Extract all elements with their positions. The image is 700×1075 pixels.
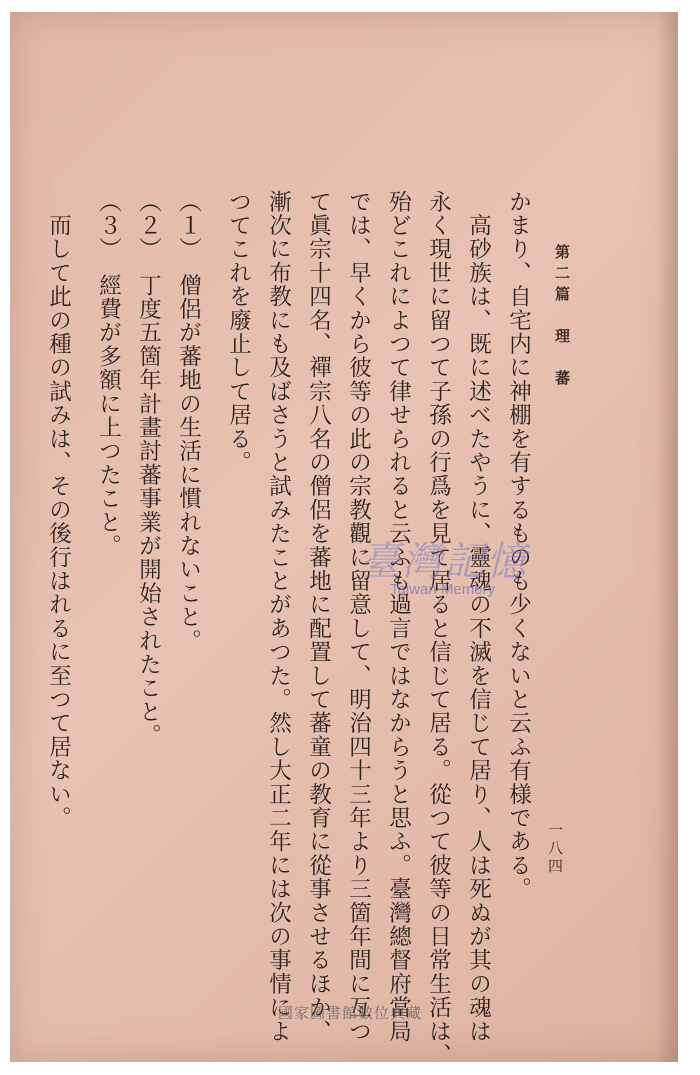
- book-page: [10, 12, 678, 1067]
- text-column-1: かまり、自宅内に神棚を有するものも少くないと云ふ有様である。: [505, 190, 532, 901]
- library-footer: 國家圖書館數位典藏: [277, 1005, 422, 1022]
- list-item-2: （２） 丁度五箇年計畫討蕃事業が開始されたこと。: [135, 190, 162, 748]
- text-column-3: 永く現世に留つて子孫の行爲を見て居ると信じて居る。從つて彼等の日常生活は、: [425, 190, 452, 1067]
- watermark-chinese: 臺灣記憶: [360, 539, 528, 585]
- text-column-4: 殆どこれによつて律せられると云ふも過言ではなからうと思ふ。臺灣總督府當局: [385, 190, 412, 1044]
- text-column-last: 而して此の種の試みは、その後行はれるに至つて居ない。: [45, 190, 72, 830]
- text-column-2: 高砂族は、既に述べたやうに、靈魂の不滅を信じて居り、人は死ぬが其の魂は: [465, 190, 492, 1044]
- text-column-5: では、早くから彼等の此の宗教觀に留意して、明治四十三年より三箇年間に亙つ: [345, 190, 372, 1044]
- page-number: 一八四: [546, 822, 564, 876]
- list-item-1: （１） 僧侶が蕃地の生活に慣れないこと。: [175, 190, 202, 653]
- chapter-header: 第二篇 理 蕃: [553, 244, 571, 391]
- text-column-7: 漸次に布教にも及ばさうと試みたことがあつた。然し大正二年には次の事情によ: [265, 190, 292, 1044]
- watermark-english: Taiwan Memory: [390, 581, 496, 598]
- taiwan-memory-watermark: [360, 530, 528, 598]
- list-item-3: （３） 經費が多額に上つたこと。: [95, 190, 122, 558]
- text-column-8: つてこれを廢止して居る。: [225, 190, 252, 475]
- text-column-6: て眞宗十四名、禪宗八名の僧侶を蕃地に配置して蕃童の教育に從事させるほか、: [305, 190, 332, 1044]
